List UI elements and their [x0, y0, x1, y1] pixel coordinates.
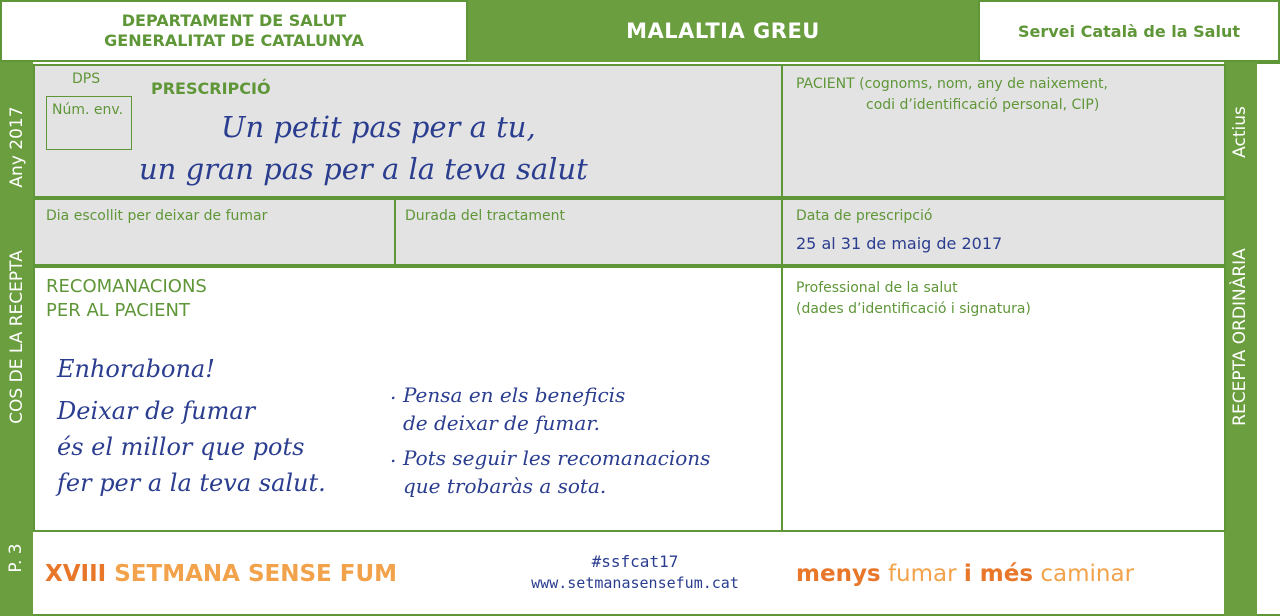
congrats-text: Enhorabona!	[57, 355, 215, 383]
date-box[interactable]	[781, 198, 1226, 266]
recommendations-box	[33, 266, 783, 532]
recommendations-title-1: RECOMANACIONS	[46, 276, 207, 297]
bullet-marker-1: .	[390, 380, 397, 404]
body-label: COS DE LA RECEPTA	[7, 250, 27, 424]
event-name: SETMANA SENSE FUM	[114, 561, 398, 587]
slogan	[796, 561, 1134, 587]
department-header	[0, 0, 468, 62]
quit-day-label: Dia escollit per deixar de fumar	[46, 208, 268, 224]
footer-strip	[33, 530, 1224, 616]
message-line-2: és el millor que pots	[57, 433, 305, 461]
left-sidebar	[0, 62, 33, 616]
department-name: DEPARTAMENT DE SALUT	[121, 11, 347, 30]
duration-label: Durada del tractament	[405, 208, 565, 224]
recommendations-title-2: PER AL PACIENT	[46, 300, 190, 321]
government-name: GENERALITAT DE CATALUNYA	[104, 31, 364, 50]
professional-label-2: (dades d’identificació i signatura)	[796, 301, 1031, 317]
patient-label-line-1: PACIENT (cognoms, nom, any de naixement,	[796, 76, 1108, 92]
slogan-word-4: caminar	[1040, 561, 1135, 587]
recepta-ordinaria-label: RECEPTA ORDINÀRIA	[1230, 248, 1250, 426]
actius-label: Actius	[1230, 106, 1250, 158]
patient-box[interactable]	[781, 64, 1226, 198]
professional-label-1: Professional de la salut	[796, 280, 958, 296]
prescription-line-2: un gran pas per a la teva salut	[139, 152, 588, 186]
right-sidebar	[1224, 62, 1257, 616]
bullet-marker-2: .	[390, 443, 397, 467]
prescription-label: PRESCRIPCIÓ	[151, 79, 271, 98]
patient-label-line-2: codi d’identificació personal, CIP)	[866, 97, 1100, 113]
bullet-2-line-2: que trobaràs a sota.	[403, 474, 607, 498]
slogan-word-2: fumar	[887, 561, 957, 587]
date-value: 25 al 31 de maig de 2017	[796, 234, 1003, 253]
year-label: Any 2017	[7, 106, 27, 188]
envelope-number-label: Núm. env.	[52, 102, 124, 118]
slogan-word-3: i més	[963, 561, 1034, 587]
slogan-word-1: menys	[796, 561, 881, 587]
quit-day-box[interactable]	[33, 198, 396, 266]
professional-box[interactable]	[781, 266, 1226, 532]
page-number: P. 3	[6, 543, 26, 573]
hashtag: #ssfcat17	[591, 552, 679, 571]
event-number: XVIII	[45, 561, 107, 587]
website-link[interactable]: www.setmanasensefum.cat	[531, 574, 739, 592]
duration-box[interactable]	[394, 198, 783, 266]
bullet-1-line-1: Pensa en els beneficis	[403, 383, 626, 407]
date-label: Data de prescripció	[796, 208, 933, 224]
bullet-2-line-1: Pots seguir les recomanacions	[403, 446, 711, 470]
prescription-line-1: Un petit pas per a tu,	[221, 110, 536, 144]
envelope-number-box[interactable]	[46, 96, 132, 150]
bullet-1-line-2: de deixar de fumar.	[403, 411, 601, 435]
service-name: Servei Català de la Salut	[978, 0, 1280, 62]
form-title: MALALTIA GREU	[468, 0, 978, 62]
prescription-box	[33, 64, 783, 198]
right-edge-border	[1257, 62, 1280, 616]
message-line-1: Deixar de fumar	[57, 397, 256, 425]
dps-label: DPS	[72, 71, 101, 87]
event-title	[45, 561, 397, 587]
message-line-3: fer per a la teva salut.	[57, 469, 326, 497]
